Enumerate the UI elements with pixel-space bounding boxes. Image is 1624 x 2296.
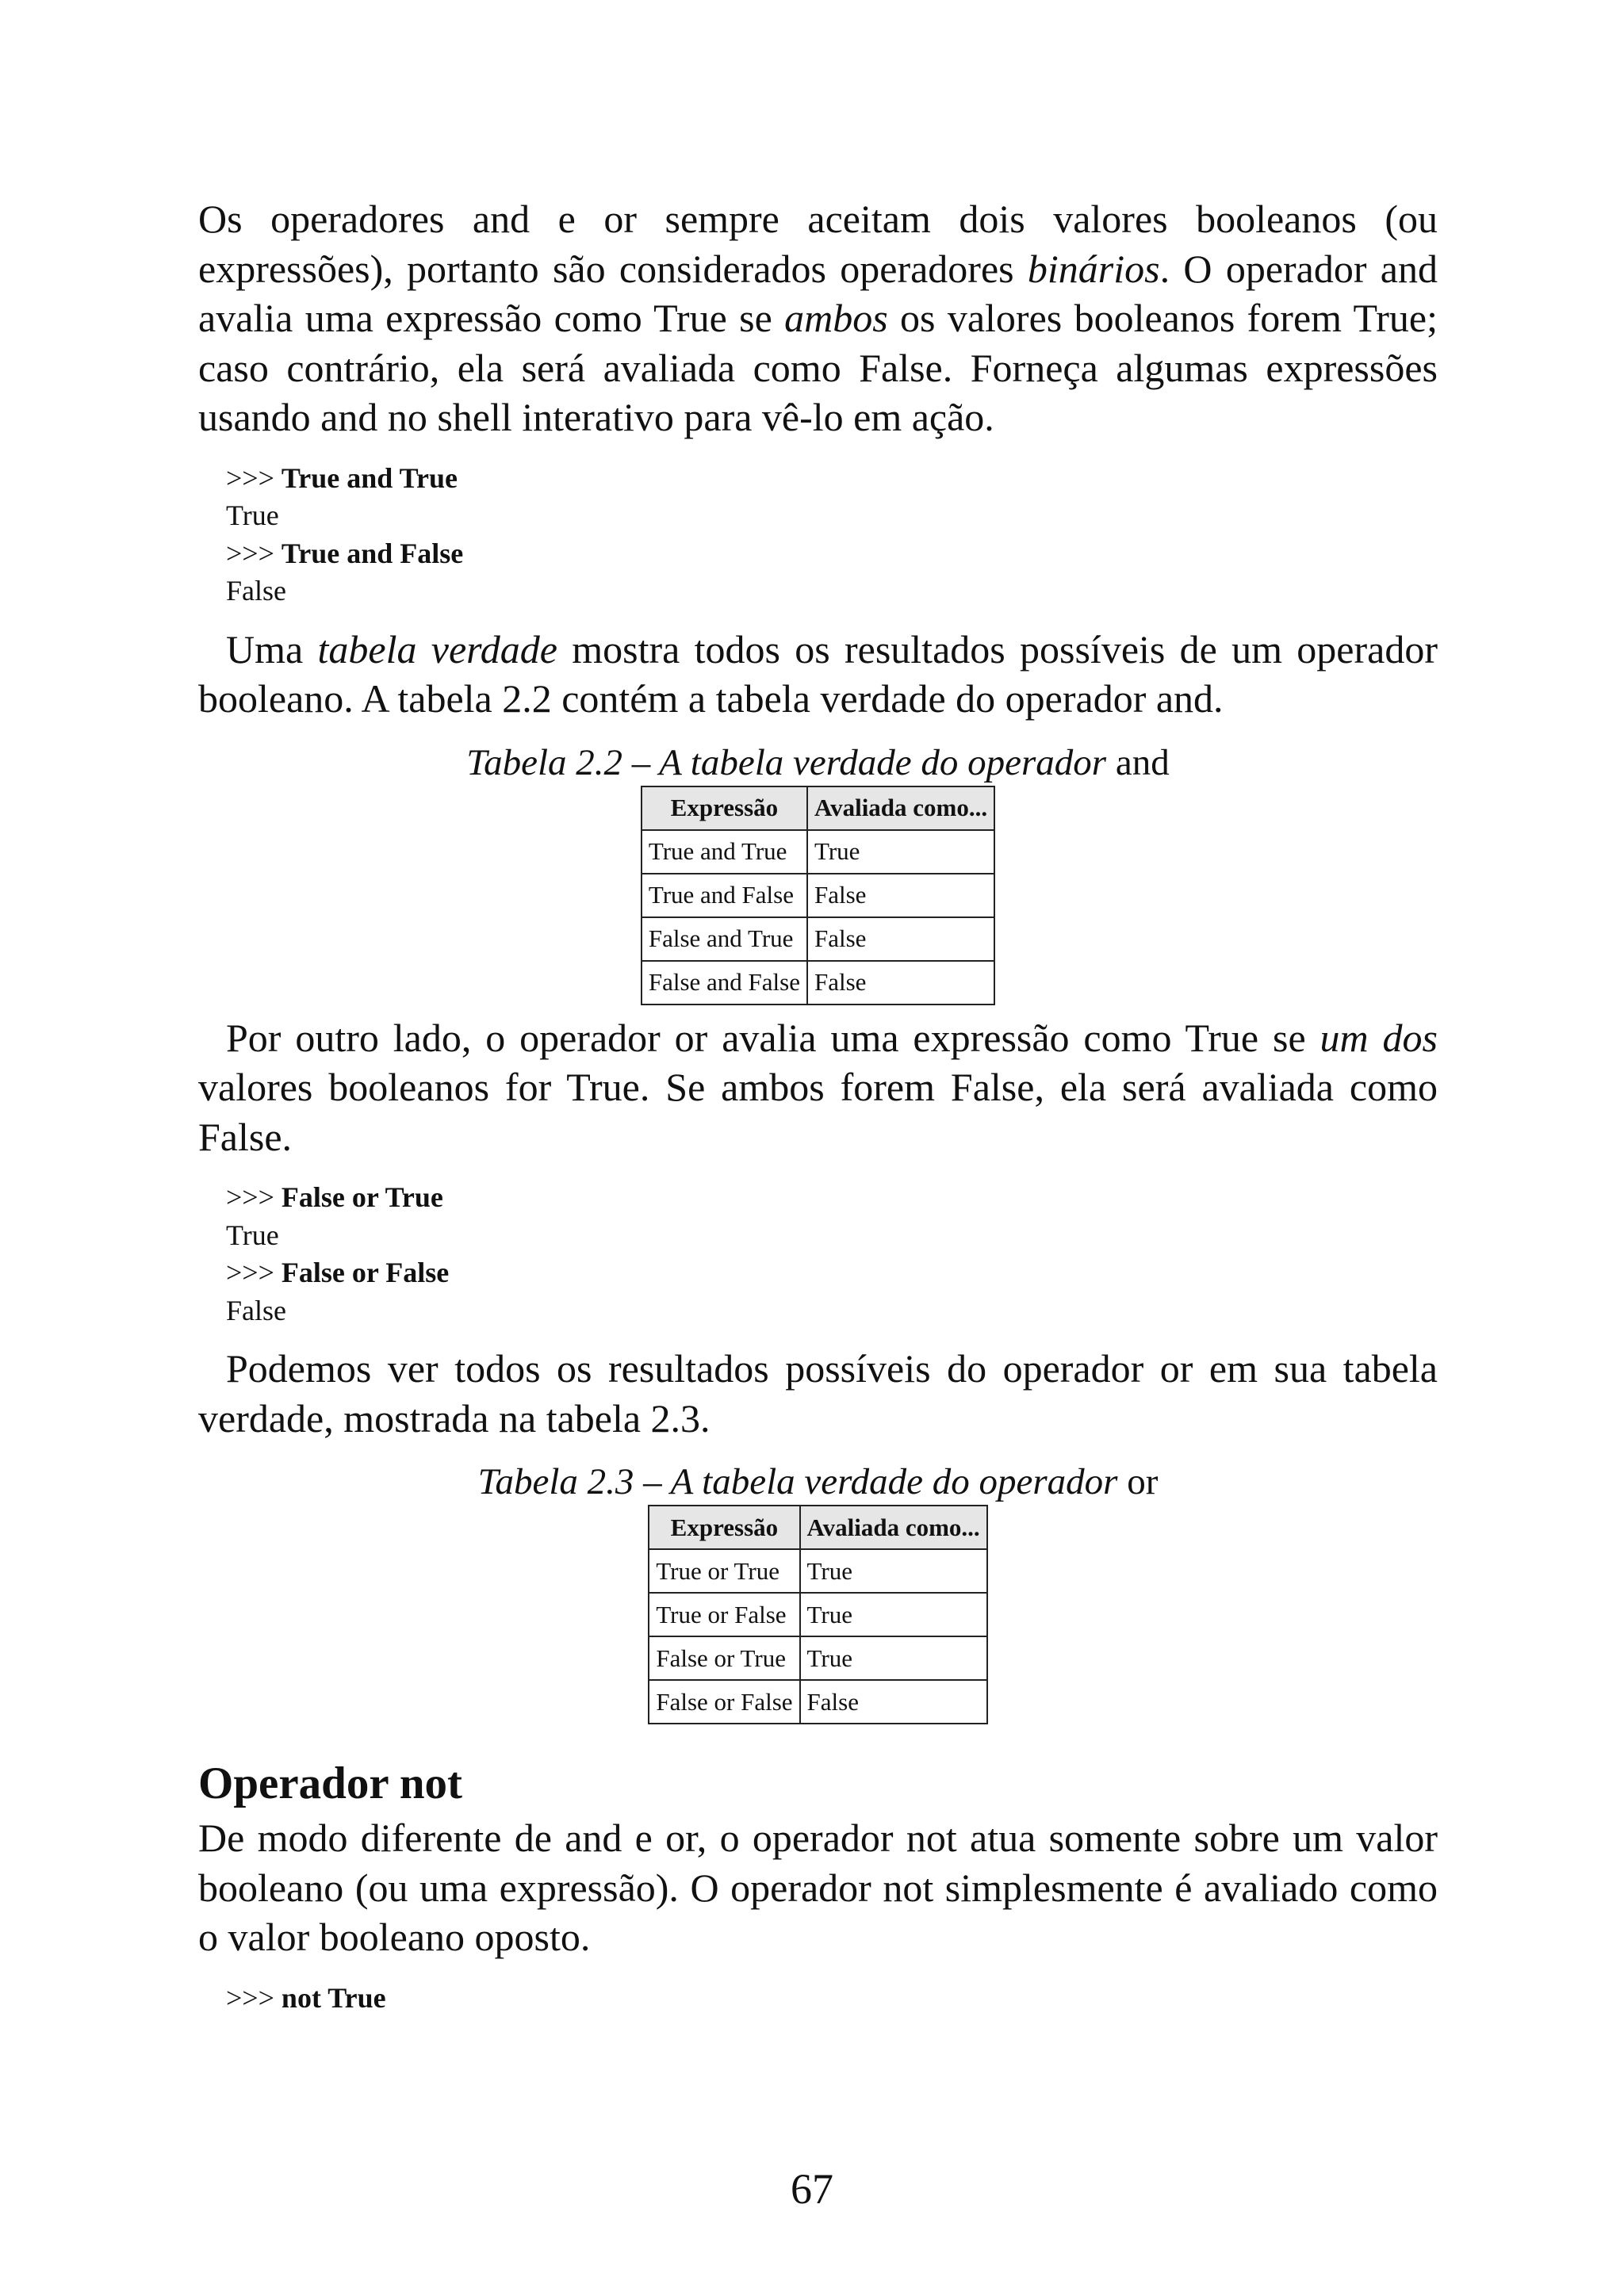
code-example-or [226, 1179, 1438, 1330]
code-example-and [226, 460, 1438, 610]
code-line: >>> False or False [226, 1257, 450, 1288]
table-caption-and: Tabela 2.2 – A tabela verdade do operador and [466, 741, 1170, 783]
code-line: >>> not True [226, 1981, 386, 2014]
code-line: >>> False or True [226, 1181, 443, 1213]
table-row [642, 874, 994, 917]
code-line: >>> True and False [226, 537, 464, 569]
table-row [649, 1680, 986, 1724]
table-header-row [649, 1506, 986, 1549]
paragraph-or-operator: Por outro lado, o operador or avalia uma expressão como True se um dos valores booleanos for True. Se ambos forem False, ela será avaliada como False. [198, 1015, 1438, 1159]
table-cell: False or False [649, 1680, 799, 1724]
column-header: Expressão [642, 786, 807, 830]
table-caption-or: Tabela 2.3 – A tabela verdade do operador or [477, 1461, 1159, 1502]
code-example-not [226, 1980, 1438, 2018]
code-output: False [226, 575, 286, 607]
table-cell: True or False [649, 1593, 799, 1636]
table-cell: False or True [649, 1636, 799, 1680]
truth-table-and [641, 786, 995, 1005]
table-header-row [642, 786, 994, 830]
table-row [649, 1636, 986, 1680]
page-content [198, 194, 1438, 2017]
paragraph-or-table-intro: Podemos ver todos os resultados possíveis do operador or em sua tabela verdade, mostrada na tabela 2.3. [198, 1346, 1438, 1441]
table-cell: True and True [642, 830, 807, 874]
section-heading: Operador not [198, 1758, 463, 1808]
column-header: Expressão [649, 1506, 799, 1549]
table-cell: False [800, 1680, 987, 1724]
table-row [649, 1549, 986, 1593]
table-cell: True or True [649, 1549, 799, 1593]
table-cell: True [800, 1593, 987, 1636]
code-output: True [226, 1219, 279, 1251]
paragraph-binary-operators: Os operadores and e or sempre aceitam dois valores booleanos (ou expressões), portanto são considerados operadores binários. O operador and avalia uma expressão como True se ambos os valores booleanos forem True; caso contrário, ela será avaliada como False. Forneça algumas expressões usando and no shell interativo para vê-lo em ação. [198, 197, 1438, 439]
table-row [642, 830, 994, 874]
table-row [642, 917, 994, 961]
table-cell: False and False [642, 961, 807, 1004]
table-cell: True [800, 1636, 987, 1680]
table-cell: False [807, 917, 994, 961]
table-cell: True [807, 830, 994, 874]
page-number: 67 [791, 2165, 833, 2213]
column-header: Avaliada como... [800, 1506, 987, 1549]
table-row [642, 961, 994, 1004]
code-line: >>> True and True [226, 461, 458, 494]
table-row [649, 1593, 986, 1636]
table-cell: True and False [642, 874, 807, 917]
table-cell: False and True [642, 917, 807, 961]
table-cell: True [800, 1549, 987, 1593]
paragraph-not-operator: De modo diferente de and e or, o operador not atua somente sobre um valor booleano (ou uma expressão). O operador not simplesmente é avaliado como o valor booleano oposto. [198, 1816, 1438, 1959]
column-header: Avaliada como... [807, 786, 994, 830]
paragraph-truth-table-intro: Uma tabela verdade mostra todos os resultados possíveis de um operador booleano. A tabela 2.2 contém a tabela verdade do operador and. [198, 626, 1438, 721]
truth-table-or [648, 1505, 987, 1724]
table-cell: False [807, 961, 994, 1004]
table-cell: False [807, 874, 994, 917]
code-output: True [226, 499, 279, 531]
code-output: False [226, 1294, 286, 1326]
